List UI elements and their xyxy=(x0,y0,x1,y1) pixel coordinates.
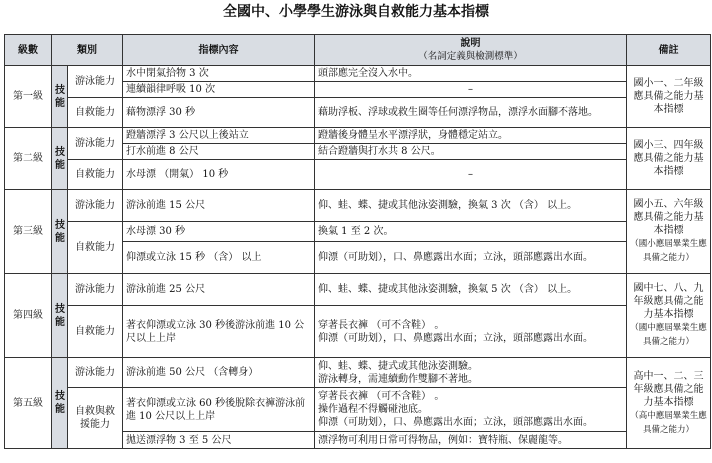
content-cell: 游泳前進 25 公尺 xyxy=(123,274,315,306)
description-cell: 仰、蛙、蝶、捷式或其他泳姿測驗。 游泳轉身，需連續動作雙腳不著地。 xyxy=(315,358,627,388)
table-row xyxy=(5,388,711,432)
description-cell: 仰、蛙、蝶、捷或其他泳姿測驗，換氣 5 次 （含） 以上。 xyxy=(315,274,627,306)
table-row xyxy=(5,306,711,358)
skill-tag: 技 能 xyxy=(52,274,68,358)
content-cell: 蹬牆漂浮 3 公尺以上後站立 xyxy=(123,128,315,144)
header-description-title: 說明 xyxy=(460,38,481,49)
description-cell: 蹬牆後身體呈水平漂浮狀，身體穩定站立。 xyxy=(315,128,627,144)
description-cell: 穿著長衣褲 （可不含鞋） 。 仰漂（可助划），口、鼻應露出水面；立泳，頭部應露出水面。 xyxy=(315,306,627,358)
note-cell: 高中一、二、三 年級應具備之能 力基本指標 （高中應屆畢業生應 具備之能力） xyxy=(627,358,711,449)
header-description-subtitle: （名詞定義與檢測標準） xyxy=(418,51,523,62)
description-cell: 仰漂（可助划），口、鼻應露出水面；立泳，頭部應露出水面。 xyxy=(315,242,627,274)
header-level: 級數 xyxy=(5,35,52,66)
note-cell: 國小五、六年級 應具備之能力基 本指標 （國小應屆畢業生應 具備之能力） xyxy=(627,190,711,274)
table-row xyxy=(5,274,711,306)
skill-tag: 技 能 xyxy=(52,190,68,274)
note-cell: 國中七、八、九 年級應具備之能 力基本指標 （國中應屆畢業生應 具備之能力） xyxy=(627,274,711,358)
content-cell: 水母漂 （開氣） 10 秒 xyxy=(123,160,315,190)
description-cell: 漂浮物可利用日常可得物品，例如：寶特瓶、保麗龍等。 xyxy=(315,432,627,449)
skill-tag: 技 能 xyxy=(52,358,68,449)
table-row xyxy=(5,98,711,128)
content-cell: 藉物漂浮 30 秒 xyxy=(123,98,315,128)
content-cell: 著衣仰漂或立泳 60 秒後脫除衣褲游泳前進 10 公尺以上上岸 xyxy=(123,388,315,432)
category-cell: 自救能力 xyxy=(68,98,123,128)
table-row xyxy=(5,128,711,144)
skill-tag: 技 能 xyxy=(52,66,68,128)
header-row xyxy=(5,35,711,66)
content-cell: 水中閉氣拾物 3 次 xyxy=(123,66,315,82)
level-cell: 第一級 xyxy=(5,66,52,128)
page-title: 全國中、小學學生游泳與自救能力基本指標 xyxy=(223,4,489,20)
content-cell: 水母漂 30 秒 xyxy=(123,222,315,242)
category-cell: 游泳能力 xyxy=(68,128,123,160)
header-note: 備註 xyxy=(627,35,711,66)
content-cell: 仰漂或立泳 15 秒 （含） 以上 xyxy=(123,242,315,274)
category-cell: 游泳能力 xyxy=(68,274,123,306)
description-cell: 頭部應完全沒入水中。 xyxy=(315,66,627,82)
header-description xyxy=(315,35,627,66)
table-row xyxy=(5,66,711,82)
table-row xyxy=(5,160,711,190)
category-cell: 自救能力 xyxy=(68,222,123,274)
description-cell: 藉助浮板、浮球或救生圈等任何漂浮物品，漂浮水面腳不落地。 xyxy=(315,98,627,128)
note-cell: 國小一、二年級 應具備之能力基 本指標 xyxy=(627,66,711,128)
category-cell: 游泳能力 xyxy=(68,66,123,98)
header-category: 類別 xyxy=(52,35,123,66)
header-content: 指標內容 xyxy=(123,35,315,66)
content-cell: 游泳前進 15 公尺 xyxy=(123,190,315,222)
level-cell: 第二級 xyxy=(5,128,52,190)
description-cell: – xyxy=(315,160,627,190)
content-cell: 著衣仰漂或立泳 30 秒後游泳前進 10 公尺以上上岸 xyxy=(123,306,315,358)
category-cell: 游泳能力 xyxy=(68,358,123,388)
table-row xyxy=(5,222,711,242)
table-row xyxy=(5,358,711,388)
description-cell: 仰、蛙、蝶、捷或其他泳姿測驗，換氣 3 次 （含） 以上。 xyxy=(315,190,627,222)
level-cell: 第四級 xyxy=(5,274,52,358)
description-cell: – xyxy=(315,82,627,98)
level-cell: 第五級 xyxy=(5,358,52,449)
category-cell: 游泳能力 xyxy=(68,190,123,222)
table-row xyxy=(5,190,711,222)
level-cell: 第三級 xyxy=(5,190,52,274)
description-cell: 穿著長衣褲 （可不含鞋） 。 操作過程不得觸碰池底。 仰漂（可助划），口、鼻應露出水面；立泳，頭部應露出水面。 xyxy=(315,388,627,432)
content-cell: 打水前進 8 公尺 xyxy=(123,144,315,160)
swimming-ability-table xyxy=(4,34,711,449)
content-cell: 游泳前進 50 公尺 （含轉身） xyxy=(123,358,315,388)
category-cell: 自救與救 援能力 xyxy=(68,388,123,449)
category-cell: 自救能力 xyxy=(68,306,123,358)
description-cell: 結合蹬牆與打水共 8 公尺。 xyxy=(315,144,627,160)
skill-tag: 技 能 xyxy=(52,128,68,190)
category-cell: 自救能力 xyxy=(68,160,123,190)
note-cell: 國小三、四年級 應具備之能力基 本指標 xyxy=(627,128,711,190)
content-cell: 拋送漂浮物 3 至 5 公尺 xyxy=(123,432,315,449)
content-cell: 連續韻律呼吸 10 次 xyxy=(123,82,315,98)
description-cell: 換氣 1 至 2 次。 xyxy=(315,222,627,242)
